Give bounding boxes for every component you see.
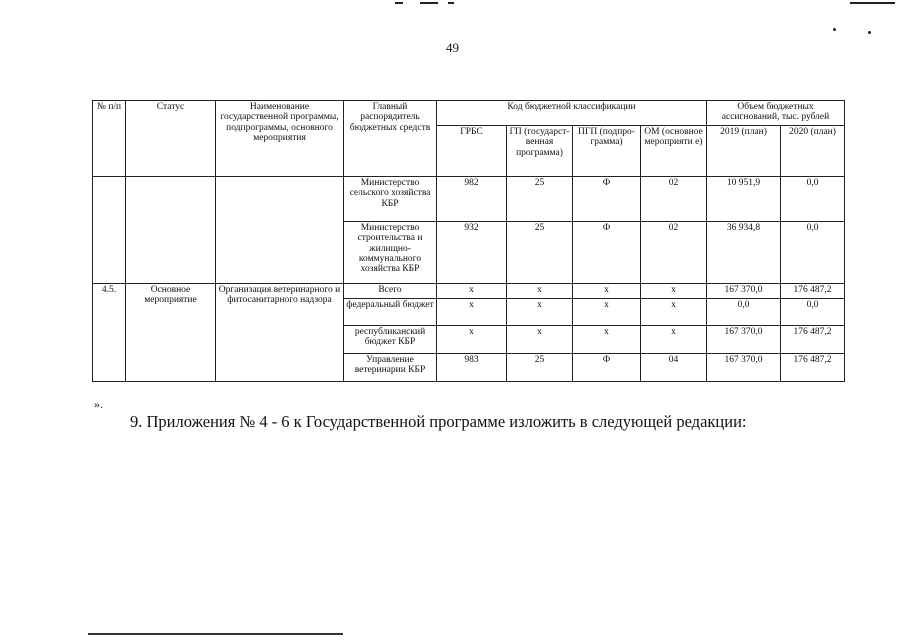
page-number: 49 [446, 40, 459, 55]
pgp-cell: Ф [573, 354, 641, 382]
header-name: Наименование государственной программы, подпрограммы, основного мероприятия [216, 101, 344, 177]
gp-cell: 25 [507, 222, 573, 284]
pgp-cell: Ф [573, 177, 641, 222]
grbs-cell: х [437, 326, 507, 354]
gp-cell: х [507, 299, 573, 326]
gp-cell: 25 [507, 354, 573, 382]
header-num: № п/п [93, 101, 126, 177]
header-status: Статус [126, 101, 216, 177]
grbs-cell: х [437, 284, 507, 299]
header-2020: 2020 (план) [781, 126, 845, 177]
value-2019-cell: 167 370,0 [707, 354, 781, 382]
pgp-cell: Ф [573, 222, 641, 284]
manager-cell: Министерство строительства и жилищно-коммунального хозяйства КБР [344, 222, 437, 284]
table-row [93, 177, 845, 222]
manager-cell: федеральный бюджет [344, 299, 437, 326]
om-cell: х [641, 284, 707, 299]
om-cell: 04 [641, 354, 707, 382]
value-2020-cell: 0,0 [781, 222, 845, 284]
grbs-cell: 982 [437, 177, 507, 222]
manager-cell: Всего [344, 284, 437, 299]
carry-status-cell [126, 177, 216, 284]
grbs-cell: х [437, 299, 507, 326]
footer-rule [88, 633, 343, 635]
carry-num-cell [93, 177, 126, 284]
item-status: Основное мероприятие [126, 284, 216, 382]
om-cell: х [641, 299, 707, 326]
pgp-cell: х [573, 284, 641, 299]
scan-dot [868, 31, 871, 34]
header-grbs: ГРБС [437, 126, 507, 177]
budget-table [92, 100, 845, 382]
carry-name-cell [216, 177, 344, 284]
table-row [93, 284, 845, 299]
pgp-cell: х [573, 299, 641, 326]
gp-cell: х [507, 284, 573, 299]
header-2019: 2019 (план) [707, 126, 781, 177]
item-num: 4.5. [93, 284, 126, 382]
om-cell: х [641, 326, 707, 354]
header-kbk: Код бюджетной классификации [437, 101, 707, 126]
value-2019-cell: 10 951,9 [707, 177, 781, 222]
value-2020-cell: 0,0 [781, 177, 845, 222]
scan-artifact [420, 2, 438, 4]
amendment-paragraph: 9. Приложения № 4 - 6 к Государственной программе изложить в следующей редакции: [130, 412, 747, 431]
manager-cell: Управление ветеринарии КБР [344, 354, 437, 382]
gp-cell: х [507, 326, 573, 354]
value-2020-cell: 176 487,2 [781, 326, 845, 354]
grbs-cell: 983 [437, 354, 507, 382]
header-gp: ГП (государст-венная программа) [507, 126, 573, 177]
header-volume: Объем бюджетных ассигнований, тыс. рублей [707, 101, 845, 126]
manager-cell: Министерство сельского хозяйства КБР [344, 177, 437, 222]
grbs-cell: 932 [437, 222, 507, 284]
item-name: Организация ветеринарного и фитосанитарного надзора [216, 284, 344, 382]
pgp-cell: х [573, 326, 641, 354]
scan-artifact [448, 2, 454, 4]
manager-cell: республиканский бюджет КБР [344, 326, 437, 354]
header-manager: Главный распорядитель бюджетных средств [344, 101, 437, 177]
om-cell: 02 [641, 177, 707, 222]
value-2020-cell: 0,0 [781, 299, 845, 326]
value-2019-cell: 36 934,8 [707, 222, 781, 284]
scan-artifact [850, 2, 895, 4]
value-2019-cell: 0,0 [707, 299, 781, 326]
value-2020-cell: 176 487,2 [781, 354, 845, 382]
scan-artifact [395, 2, 403, 4]
gp-cell: 25 [507, 177, 573, 222]
value-2020-cell: 176 487,2 [781, 284, 845, 299]
closing-quote-mark: ». [94, 397, 103, 411]
value-2019-cell: 167 370,0 [707, 284, 781, 299]
om-cell: 02 [641, 222, 707, 284]
value-2019-cell: 167 370,0 [707, 326, 781, 354]
header-om: ОМ (основное мероприяти е) [641, 126, 707, 177]
header-pgp: ПГП (подпро-грамма) [573, 126, 641, 177]
scan-dot [833, 28, 836, 31]
